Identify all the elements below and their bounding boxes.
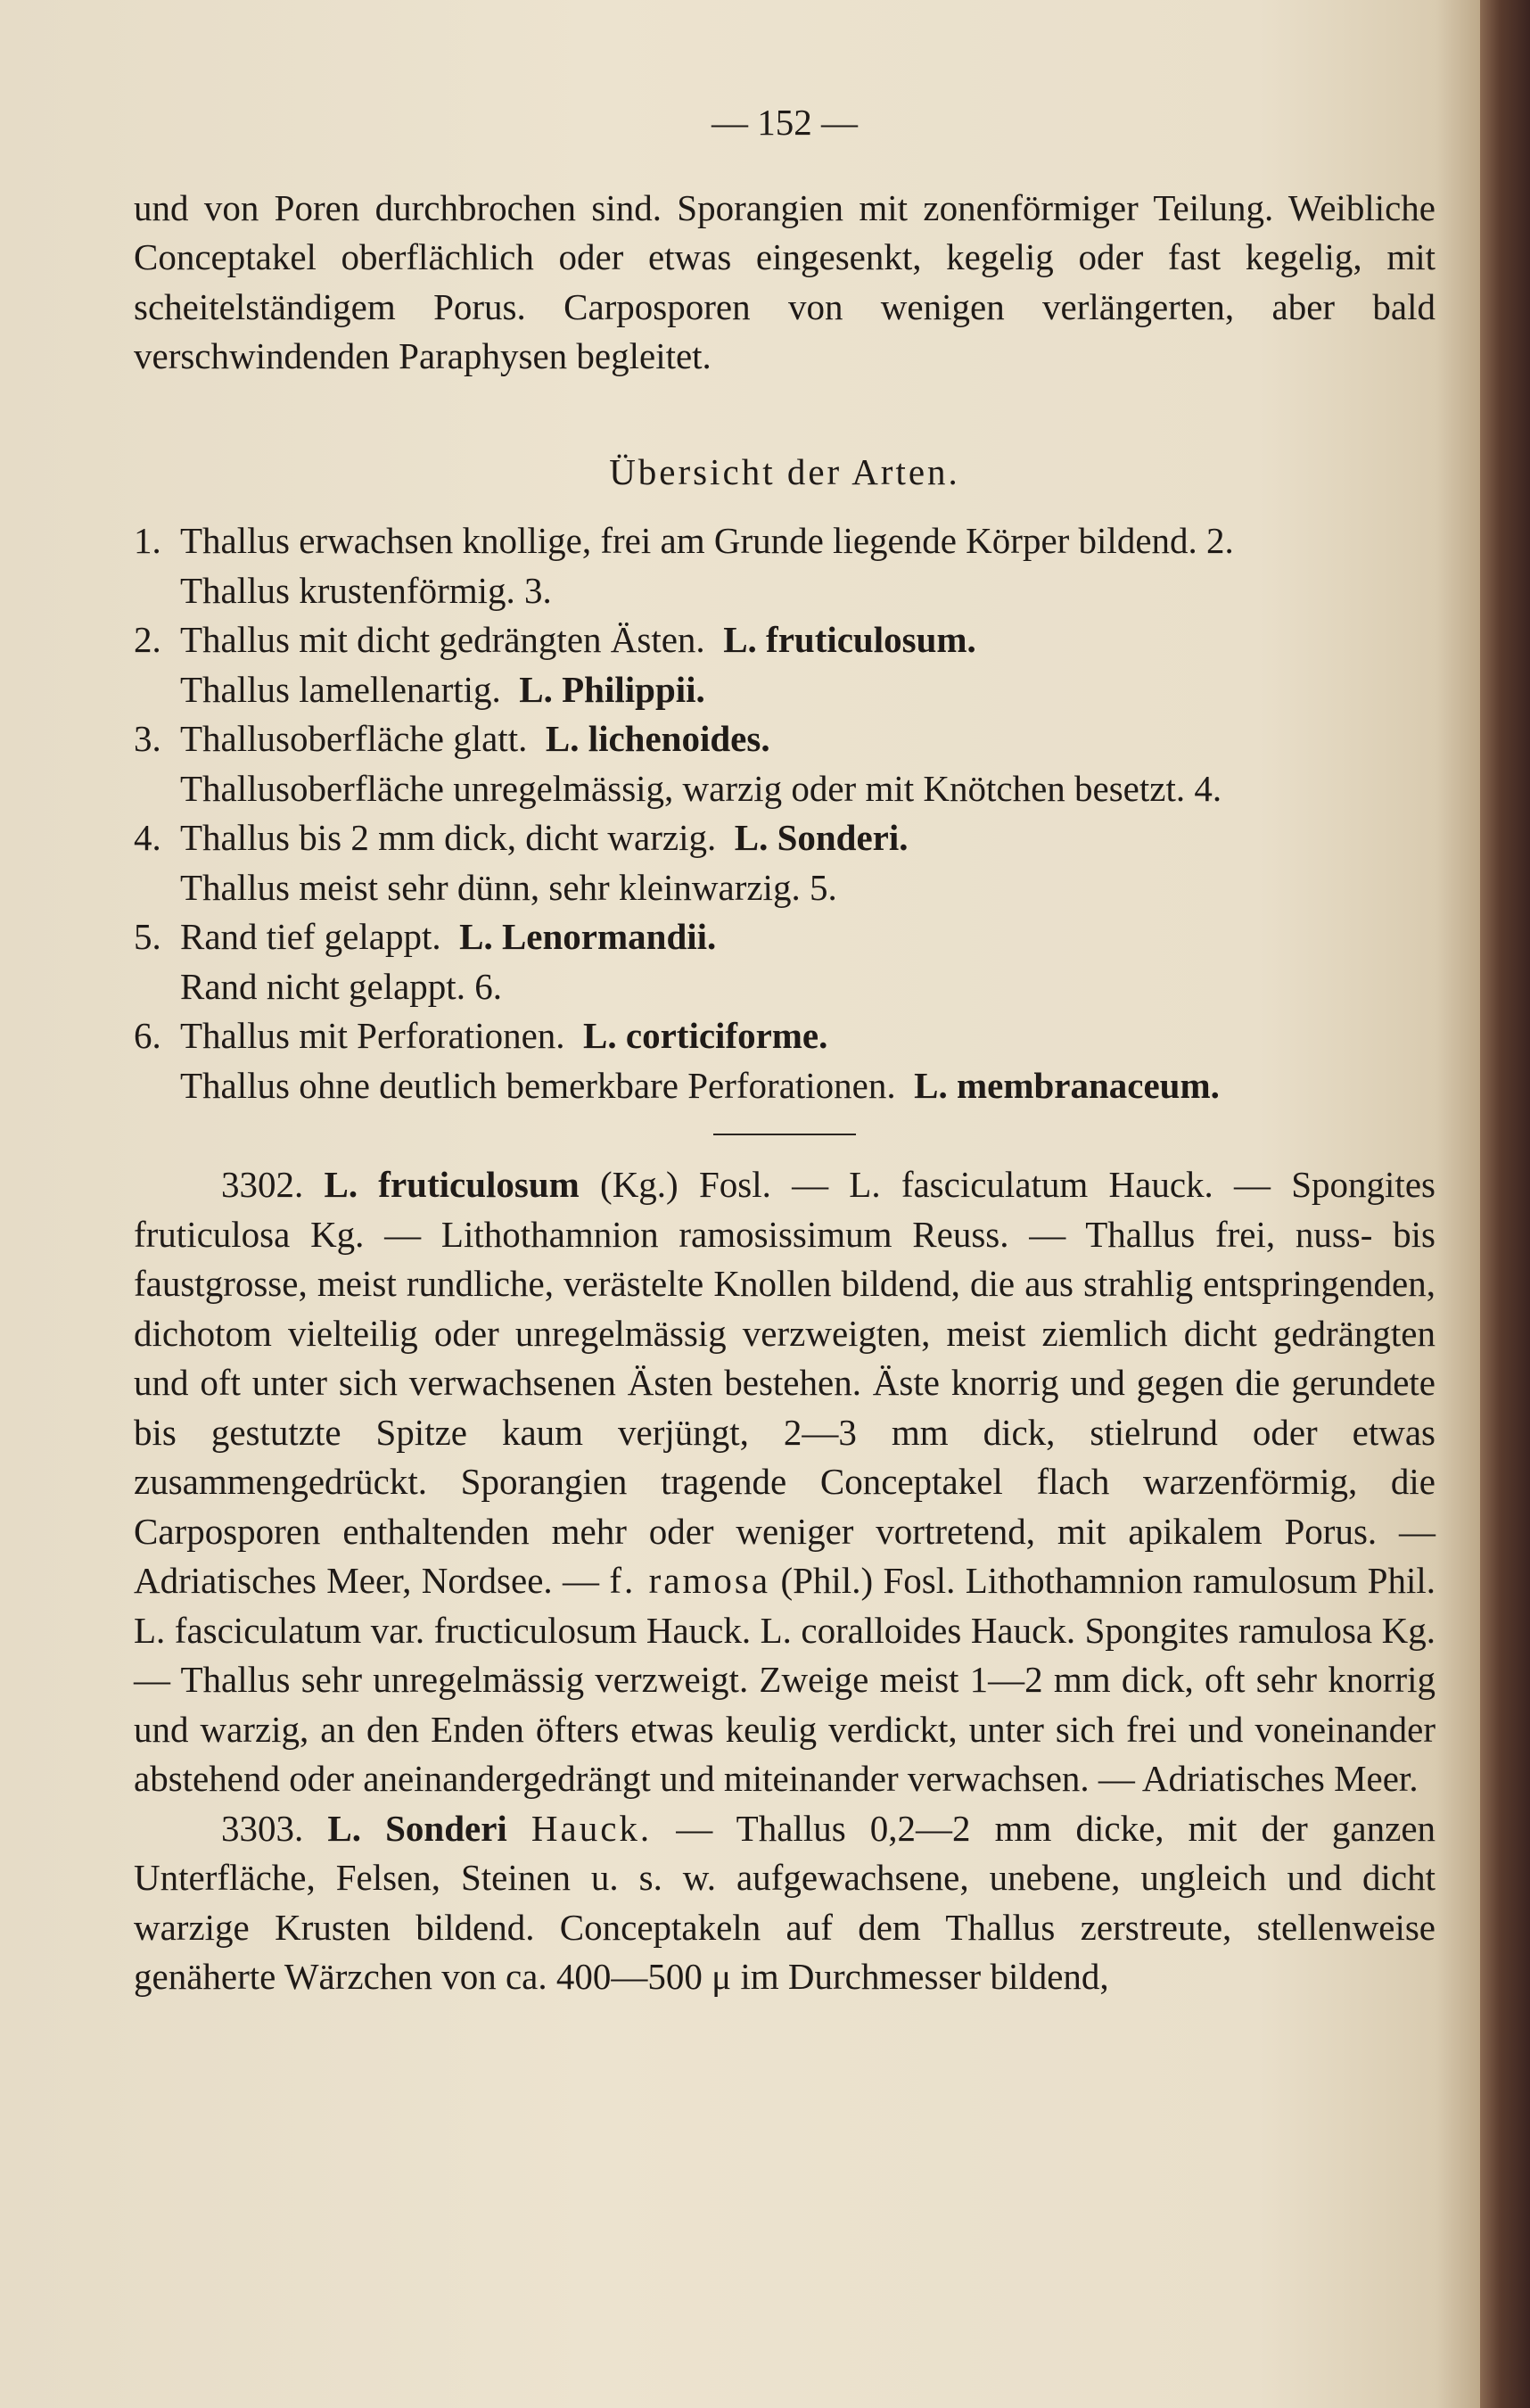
- key-text: Thallus erwachsen knollige, frei am Grunde liegende Körper bildend. 2.: [180, 520, 1234, 561]
- key-species: L. membranaceum.: [914, 1064, 1220, 1106]
- key-number: 6.: [134, 1015, 161, 1056]
- entry-number: 3302.: [221, 1164, 304, 1205]
- key-heading: Übersicht der Arten.: [609, 450, 960, 492]
- key-line: [134, 764, 1435, 814]
- key-number: 2.: [134, 619, 161, 660]
- key-number: 5.: [134, 916, 161, 957]
- key-line: [134, 714, 1435, 764]
- key-text: Rand nicht gelappt. 6.: [180, 965, 502, 1007]
- key-species: L. corticiforme.: [583, 1015, 828, 1056]
- key-line: [134, 516, 1435, 566]
- key-species: L. lichenoides.: [545, 718, 770, 759]
- key-line: [134, 566, 1435, 616]
- key-line: [134, 1061, 1435, 1111]
- entry-species-name: L. Sonderi: [327, 1807, 507, 1849]
- key-number: 3.: [134, 718, 161, 759]
- key-text: Thallusoberfläche glatt.: [180, 718, 528, 759]
- form-author: (Phil.) Fosl.: [780, 1560, 956, 1601]
- key-line: [134, 863, 1435, 913]
- key-line: [134, 813, 1435, 863]
- key-line: [134, 665, 1435, 715]
- entry-species-name: L. fruticulosum: [324, 1164, 580, 1205]
- entry-3303: [134, 1804, 1435, 2002]
- section-divider: [713, 1134, 856, 1135]
- entry-author: Hauck.: [531, 1807, 653, 1849]
- key-text: Thallus bis 2 mm dick, dicht warzig.: [180, 817, 717, 858]
- key-text: Thallusoberfläche unregelmässig, warzig oder mit Knötchen besetzt. 4.: [180, 767, 1222, 809]
- key-text: Thallus ohne deutlich bemerkbare Perforationen.: [180, 1064, 896, 1106]
- form-name: f. ramosa: [609, 1560, 771, 1601]
- key-text: Rand tief gelappt.: [180, 916, 441, 957]
- key-text: Thallus mit dicht gedrängten Ästen.: [180, 619, 705, 660]
- page-text: [134, 98, 1435, 2002]
- entry-body: — L. fasciculatum Hauck. — Spongites fruticulosa Kg. — Lithothamnion ramosissimum Reuss. — Thallus frei, nuss- bis faustgrosse, meist rundliche, verästelte Knollen bildend, die aus strahlig entspringenden, dichotom vielteilig oder unregelmässig verzweigten, meist ziemlich dicht gedrängten und oft unter sich verwachsenen Ästen bestehen. Äste knorrig und gegen die gerundete bis gestutzte Spitze kaum verjüngt, 2—3 mm dick, stielrund oder etwas zusammengedrückt. Sporangien tragende Conceptakel flach warzenförmig, die Carposporen enthaltenden mehr oder weniger vortretend, mit apikalem Porus. — Adriatisches Meer, Nordsee. —: [134, 1164, 1435, 1601]
- entry-author: (Kg.) Fosl.: [600, 1164, 771, 1205]
- entry-body: Lithothamnion ramulosum Phil. L. fasciculatum var. fructiculosum Hauck. L. coralloides Hauck. Spongites ramulosa Kg. — Thallus sehr unregelmässig verzweigt. Zweige meist 1—2 mm dick, oft sehr knorrig und warzig, an den Enden öfters etwas keulig verdickt, unter sich frei und voneinander abstehend oder aneinandergedrängt und miteinander verwachsen. — Adriatisches Meer.: [134, 1560, 1436, 1799]
- key-line: [134, 1011, 1435, 1061]
- key-line: [134, 912, 1435, 962]
- page-number: — 152 —: [712, 102, 858, 143]
- key-species: L. Sonderi.: [734, 817, 909, 858]
- entry-number: 3303.: [221, 1807, 304, 1849]
- species-key: [134, 516, 1435, 1110]
- key-line: [134, 615, 1435, 665]
- key-number: 4.: [134, 817, 161, 858]
- key-text: Thallus krustenförmig. 3.: [180, 569, 552, 611]
- key-species: L. fruticulosum.: [723, 619, 976, 660]
- key-species: L. Lenormandii.: [459, 916, 717, 957]
- intro-paragraph: und von Poren durchbrochen sind. Sporangien mit zonenförmiger Teilung. Weibliche Conceptakel oberflächlich oder etwas eingesenkt, kegelig oder fast kegelig, mit scheitelständigem Porus. Carposporen von wenigen verlängerten, aber bald verschwindenden Paraphysen begleitet.: [134, 186, 1435, 376]
- key-text: Thallus mit Perforationen.: [180, 1015, 565, 1056]
- key-number: 1.: [134, 520, 161, 561]
- entry-body: — Thallus 0,2—2 mm dicke, mit der ganzen Unterfläche, Felsen, Steinen u. s. w. aufgewachsene, unebene, ungleich und dicht warzige Krusten bildend. Conceptakeln auf dem Thallus zerstreute, stellenweise genäherte Wärzchen von ca. 400—500 μ im Durchmesser bildend,: [134, 1807, 1436, 1997]
- key-line: [134, 962, 1435, 1012]
- key-text: Thallus lamellenartig.: [180, 668, 501, 710]
- key-species: L. Philippii.: [519, 668, 705, 710]
- key-text: Thallus meist sehr dünn, sehr kleinwarzig. 5.: [180, 866, 837, 908]
- entry-3302: [134, 1160, 1435, 1804]
- page-edge: [1480, 0, 1530, 2408]
